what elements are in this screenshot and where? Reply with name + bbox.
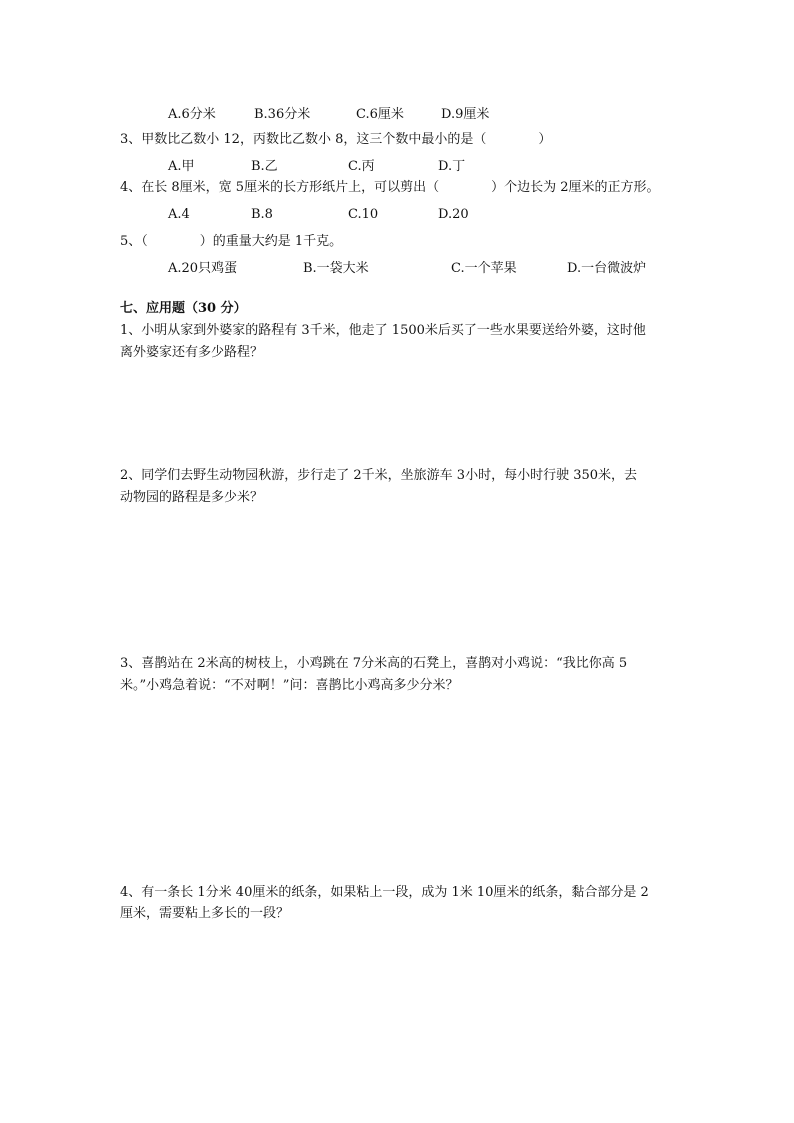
q2-option-c: C.6厘米 — [356, 107, 404, 122]
q4-stem: 4、在长 8厘米，宽 5厘米的长方形纸片上，可以剪出（ ）个边长为 2厘米的正方形。 — [120, 180, 660, 195]
problem-3-line-2: 米。”小鸡急着说：“不对啊！”问：喜鹊比小鸡高多少分米？ — [120, 678, 459, 693]
section-7-title: 七、应用题（30 分） — [120, 301, 247, 316]
q4-option-d: D.20 — [438, 207, 469, 222]
problem-3-line-1: 3、喜鹊站在 2米高的树枝上，小鸡跳在 7分米高的石凳上，喜鹊对小鸡说：“我比你高 5 — [120, 656, 628, 671]
problem-4-line-1: 4、有一条长 1分米 40厘米的纸条，如果粘上一段，成为 1米 10厘米的纸条，黏合部分是 2 — [120, 885, 649, 900]
problem-1-line-2: 离外婆家还有多少路程？ — [120, 345, 264, 360]
q2-option-b: B.36分米 — [254, 107, 311, 122]
q3-option-b: B.乙 — [251, 159, 278, 174]
problem-4-line-2: 厘米，需要粘上多长的一段？ — [120, 906, 290, 921]
q4-option-b: B.8 — [251, 207, 273, 222]
q5-option-b: B.一袋大米 — [303, 261, 369, 276]
q3-stem: 3、甲数比乙数小 12，丙数比乙数小 8，这三个数中最小的是（ ） — [120, 132, 552, 147]
q5-option-a: A.20只鸡蛋 — [168, 261, 238, 276]
q2-option-d: D.9厘米 — [441, 107, 490, 122]
problem-1-line-1: 1、小明从家到外婆家的路程有 3千米，他走了 1500米后买了一些水果要送给外婆，这时他 — [120, 323, 646, 338]
q5-option-c: C.一个苹果 — [451, 261, 517, 276]
q4-option-c: C.10 — [348, 207, 379, 222]
problem-2-line-2: 动物园的路程是多少米？ — [120, 490, 264, 505]
q2-option-a: A.6分米 — [168, 107, 216, 122]
q4-option-a: A.4 — [168, 207, 190, 222]
q3-option-c: C.丙 — [348, 159, 375, 174]
q3-option-a: A.甲 — [168, 159, 195, 174]
q5-stem: 5、（ ）的重量大约是 1千克。 — [120, 234, 343, 249]
q5-option-d: D.一台微波炉 — [567, 261, 647, 276]
problem-2-line-1: 2、同学们去野生动物园秋游，步行走了 2千米，坐旅游车 3小时，每小时行驶 350米，去 — [120, 468, 638, 483]
q3-option-d: D.丁 — [438, 159, 466, 174]
